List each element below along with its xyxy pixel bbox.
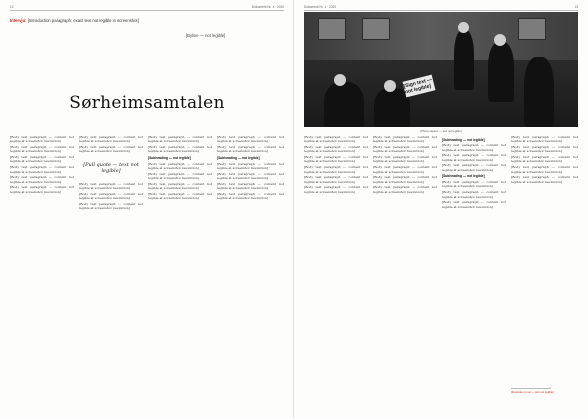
body-paragraph: [Body text paragraph — content not legible at screenshot resolution] — [217, 171, 284, 181]
body-paragraph: [Body text paragraph — content not legible at screenshot resolution] — [148, 161, 212, 171]
photo-figure — [488, 42, 514, 102]
body-paragraph: [Body text paragraph — content not legible at screenshot resolution] — [79, 202, 143, 211]
body-paragraph: [Body text paragraph — content not legible at screenshot resolution] — [217, 182, 284, 191]
running-head-left-page — [10, 4, 284, 11]
subheading: [Subheading — not legible] — [148, 156, 191, 161]
body-paragraph: [Body text paragraph — content not legible at screenshot resolution] — [148, 192, 212, 201]
body-paragraph: [Body text paragraph — content not legible at screenshot resolution] — [373, 175, 437, 184]
body-paragraph: [Body text paragraph — content not legible at screenshot resolution] — [304, 165, 368, 174]
photo-caption: [Photo caption — text not legible] — [420, 129, 462, 133]
right-column-2 — [373, 135, 437, 407]
photo-figure-head — [494, 34, 506, 46]
body-paragraph: [Body text paragraph — content not legible at screenshot resolution] — [148, 135, 212, 144]
publication-issue: Dokument Nr. 1 · 2020 — [251, 5, 284, 9]
body-paragraph: [Body text paragraph — content not legible at screenshot resolution] — [373, 145, 437, 154]
body-paragraph: [Body text paragraph — content not legible at screenshot resolution] — [442, 190, 506, 199]
left-column-3 — [148, 135, 212, 407]
article-headline: Sørheimsamtalen — [69, 93, 225, 113]
left-column-2 — [79, 135, 143, 407]
body-paragraph: [Body text paragraph — content not legible at screenshot resolution] — [442, 153, 506, 162]
body-paragraph: [Body text paragraph — content not legible at screenshot resolution] — [304, 135, 368, 144]
running-head-right-page — [304, 4, 578, 11]
photo-window — [362, 18, 390, 40]
body-paragraph: [Body text paragraph — content not legible at screenshot resolution] — [442, 180, 506, 189]
body-paragraph: [Body text paragraph — content not legible at screenshot resolution] — [79, 145, 143, 154]
body-paragraph: [Body text paragraph — content not legible at screenshot resolution] — [10, 175, 74, 184]
body-paragraph: [Body text paragraph — content not legible at screenshot resolution] — [442, 143, 506, 152]
photo-window — [518, 18, 546, 40]
left-column-1 — [10, 135, 74, 407]
body-paragraph: [Body text paragraph — content not legible at screenshot resolution] — [373, 135, 437, 144]
body-paragraph: [Body text paragraph — content not legible at screenshot resolution] — [511, 145, 578, 154]
body-paragraph: [Body text paragraph — content not legible at screenshot resolution] — [373, 165, 437, 174]
body-paragraph: [Body text paragraph — content not legible at screenshot resolution] — [10, 165, 74, 174]
right-column-4 — [511, 135, 578, 383]
photo-figure — [454, 30, 474, 90]
body-paragraph: [Body text paragraph — content not legible at screenshot resolution] — [442, 200, 506, 209]
body-paragraph: [Body text paragraph — content not legible at screenshot resolution] — [511, 155, 578, 164]
right-page — [294, 0, 588, 419]
intro-paragraph — [10, 18, 170, 24]
right-column-1 — [304, 135, 368, 407]
photo-figure — [524, 57, 554, 127]
byline: [Byline — not legible] — [186, 33, 226, 38]
body-paragraph: [Body text paragraph — content not legible at screenshot resolution] — [10, 155, 74, 164]
photo-protest-sign: [Sign text — not legible] — [403, 75, 436, 98]
right-column-3 — [442, 135, 506, 407]
body-paragraph: [Body text paragraph — content not legible at screenshot resolution] — [79, 192, 143, 201]
photo-figure-head — [458, 22, 469, 33]
body-paragraph: [Body text paragraph — content not legible at screenshot resolution] — [304, 155, 368, 164]
photo-figure-head — [384, 80, 396, 92]
body-paragraph: [Body text paragraph — content not legible at screenshot resolution] — [442, 163, 506, 172]
body-paragraph: [Body text paragraph — content not legible at screenshot resolution] — [304, 185, 368, 194]
body-paragraph: [Body text paragraph — content not legible at screenshot resolution] — [148, 145, 212, 154]
intro-text: [Introduction paragraph; exact text not legible in screenshot] — [27, 18, 139, 23]
body-paragraph: [Body text paragraph — content not legible at screenshot resolution] — [511, 165, 578, 174]
body-paragraph: [Body text paragraph — content not legible at screenshot resolution] — [10, 185, 74, 194]
page-number: 13 — [574, 5, 578, 9]
publication-issue: Dokument Nr. 1 · 2020 — [304, 5, 337, 9]
intro-kicker: Intervju: — [10, 18, 27, 23]
body-paragraph: [Body text paragraph — content not legible at screenshot resolution] — [10, 135, 74, 144]
footnote-rule — [511, 388, 551, 389]
body-paragraph: [Body text paragraph — content not legible at screenshot resolution] — [148, 182, 212, 191]
body-paragraph: [Body text paragraph — content not legible at screenshot resolution] — [511, 135, 578, 144]
body-paragraph: [Body text paragraph — content not legible at screenshot resolution] — [304, 175, 368, 184]
subheading: [Subheading — not legible] — [442, 174, 485, 179]
subheading: [Subheading — not legible] — [442, 137, 485, 142]
archive-photo — [304, 12, 578, 127]
body-paragraph: [Body text paragraph — content not legible at screenshot resolution] — [217, 192, 284, 201]
footnote-red: [Footnote in red — text not legible] — [511, 390, 554, 394]
body-paragraph: [Body text paragraph — content not legible at screenshot resolution] — [373, 155, 437, 164]
body-paragraph: [Body text paragraph — content not legible at screenshot resolution] — [217, 161, 284, 171]
body-paragraph: [Body text paragraph — content not legible at screenshot resolution] — [148, 171, 212, 181]
photo-figure — [324, 82, 364, 127]
body-paragraph: [Body text paragraph — content not legible at screenshot resolution] — [304, 145, 368, 154]
page-number: 12 — [10, 5, 14, 9]
photo-window — [318, 18, 346, 40]
body-paragraph: [Body text paragraph — content not legible at screenshot resolution] — [217, 145, 284, 154]
subheading: [Subheading — not legible] — [217, 156, 260, 161]
body-paragraph: [Body text paragraph — content not legible at screenshot resolution] — [10, 145, 74, 154]
body-paragraph: [Body text paragraph — content not legible at screenshot resolution] — [217, 135, 284, 144]
body-paragraph: [Body text paragraph — content not legible at screenshot resolution] — [373, 185, 437, 194]
left-column-4 — [217, 135, 284, 407]
body-paragraph: [Body text paragraph — content not legible at screenshot resolution] — [511, 175, 578, 184]
photo-figure-head — [334, 74, 346, 86]
body-paragraph: [Body text paragraph — content not legible at screenshot resolution] — [79, 182, 143, 191]
body-paragraph: [Body text paragraph — content not legible at screenshot resolution] — [79, 135, 143, 144]
pull-quote: [Pull quote — text not legible] — [83, 161, 139, 174]
